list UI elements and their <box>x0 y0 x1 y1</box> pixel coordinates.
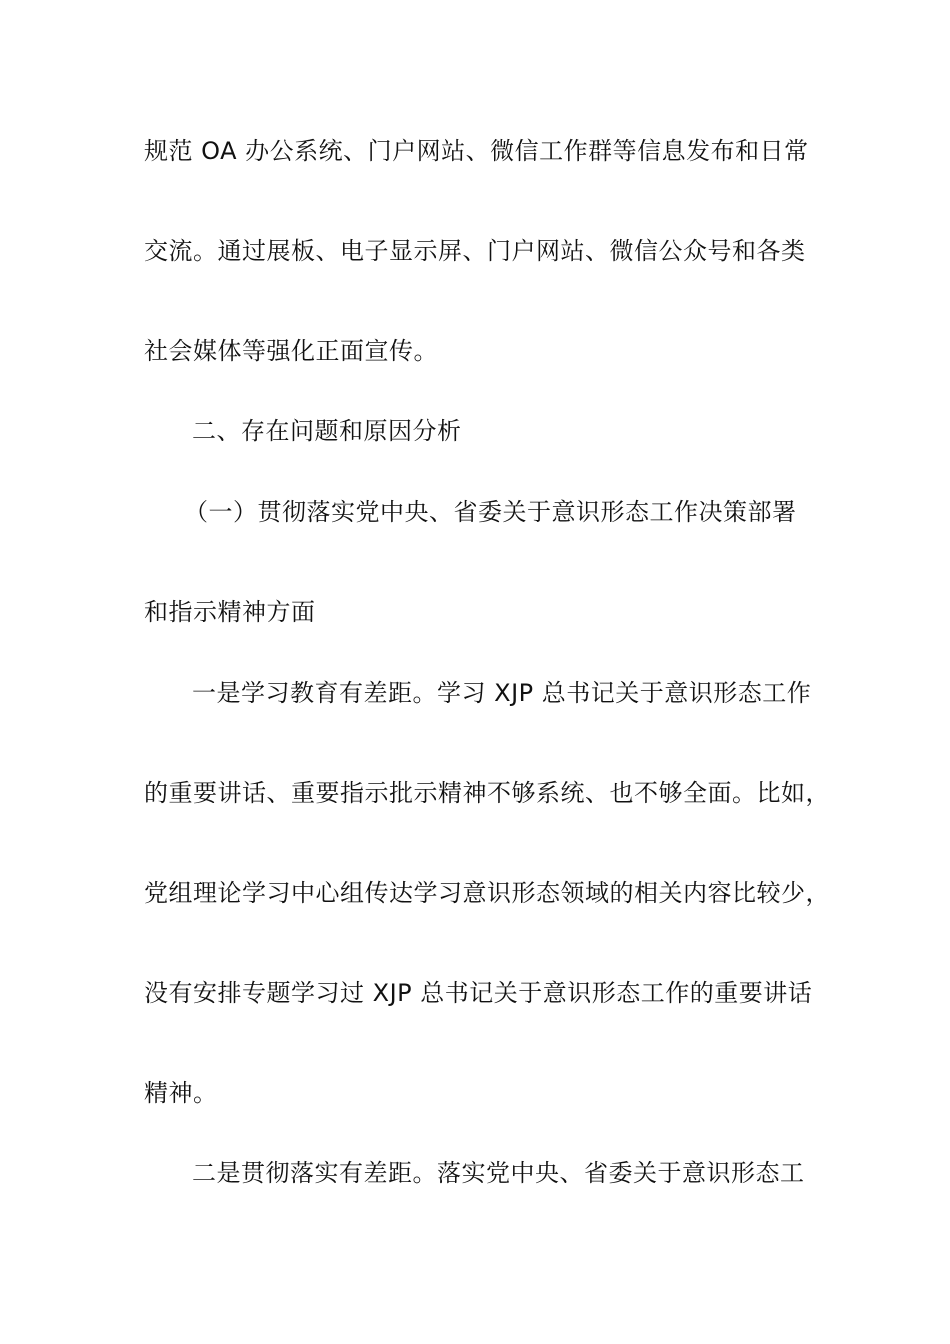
subsection-heading: （一）贯彻落实党中央、省委关于意识形态工作决策部署 <box>184 498 797 526</box>
paragraph-line: 精神。 <box>144 1079 218 1107</box>
subsection-heading-continued: 和指示精神方面 <box>144 598 316 626</box>
paragraph-line: 交流。通过展板、电子显示屏、门户网站、微信公众号和各类 <box>144 237 806 265</box>
paragraph-line: 一是学习教育有差距。学习 XJP 总书记关于意识形态工作 <box>192 679 812 707</box>
paragraph-line: 社会媒体等强化正面宣传。 <box>144 337 438 365</box>
paragraph-line: 没有安排专题学习过 XJP 总书记关于意识形态工作的重要讲话 <box>144 979 813 1007</box>
paragraph-line: 的重要讲话、重要指示批示精神不够系统、也不够全面。比如， <box>144 779 830 807</box>
paragraph-line: 党组理论学习中心组传达学习意识形态领域的相关内容比较少， <box>144 879 830 907</box>
paragraph-line: 规范 OA 办公系统、门户网站、微信工作群等信息发布和日常 <box>144 137 809 165</box>
section-heading: 二、存在问题和原因分析 <box>192 417 462 445</box>
paragraph-line: 二是贯彻落实有差距。落实党中央、省委关于意识形态工 <box>192 1159 805 1187</box>
